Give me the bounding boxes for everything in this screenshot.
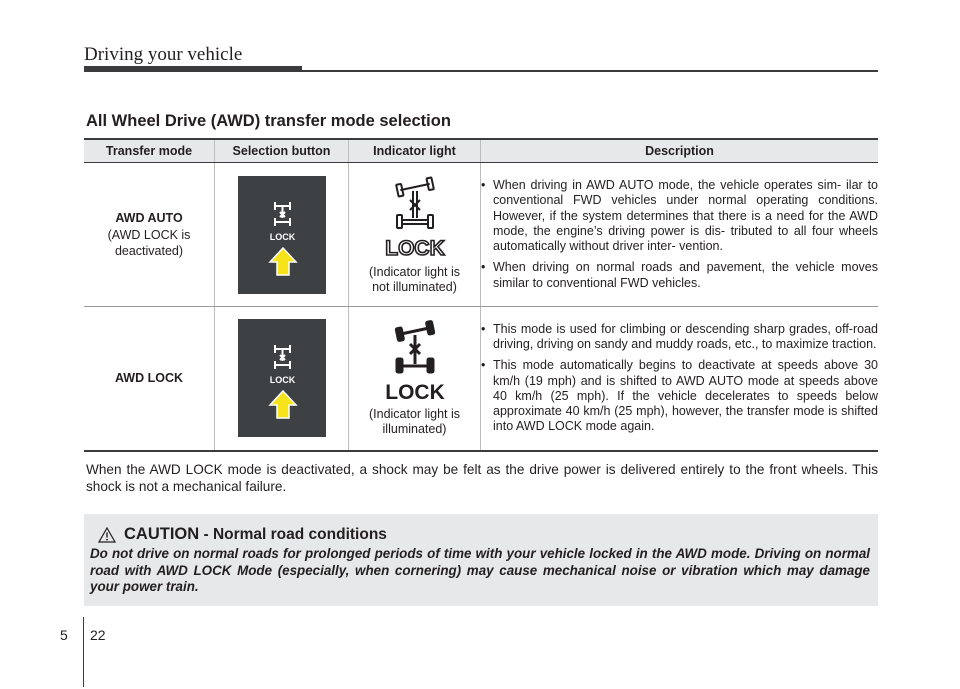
chapter-number: 5: [60, 627, 68, 643]
header-description: Description: [481, 139, 879, 163]
caution-box: [84, 514, 878, 606]
description-bullet: • This mode automatically begins to deactivate at speeds above 30 km/h (19 mph) and is shifted to AWD AUTO mode at speeds above 40 km/h (25 mph). If the vehicle decelerates to speeds below approximate 40 km/h (25 mph), however, the transfer mode is shifted into AWD LOCK mode again.: [481, 358, 878, 434]
header-rule: [84, 66, 302, 72]
mode-name: AWD AUTO: [115, 210, 183, 225]
awd-lock-indicator-off-icon: [380, 175, 450, 257]
description-list: [481, 178, 878, 291]
section-title: All Wheel Drive (AWD) transfer mode selection: [86, 112, 451, 130]
arrow-up-icon: [270, 248, 296, 275]
arrow-up-icon: [270, 391, 296, 418]
warning-triangle-icon: [98, 527, 116, 543]
caution-header: [98, 525, 387, 544]
mode-cell: [84, 307, 215, 451]
description-bullet: • This mode is used for climbing or descending sharp grades, off-road driving, driving on sandy and muddy roads, etc., to maximize traction.: [481, 322, 878, 353]
indicator-cell: [349, 163, 481, 307]
caution-label: CAUTION: [124, 525, 200, 543]
indicator-note: (Indicator light is not illuminated): [368, 264, 460, 294]
page-divider: [83, 617, 84, 687]
button-lock-label: LOCK: [269, 375, 295, 386]
awd-lock-button-graphic: [238, 176, 326, 294]
description-bullet: • When driving in AWD AUTO mode, the vehicle operates sim- ilar to conventional FWD vehicles under normal operating conditions. However, if the system determines that there is a need for the AWD mode, the engine’s driving power is dis- tributed to all four wheels automatically without driver inter- vention.: [481, 178, 878, 254]
body-paragraph: When the AWD LOCK mode is deactivated, a shock may be felt as the drive power is delivered entirely to the front wheels. This shock is not a mechanical failure.: [86, 462, 878, 494]
mode-subtext: (AWD LOCK is deactivated): [107, 227, 191, 258]
header-indicator-light: Indicator light: [349, 139, 481, 163]
awd-lock-button[interactable]: [238, 176, 326, 294]
awd-lock-button-graphic: [238, 319, 326, 437]
transfer-mode-table: [84, 138, 878, 452]
indicator-lock-label: LOCK: [384, 236, 445, 257]
description-cell: [481, 163, 879, 307]
description-bullet: • When driving on normal roads and pavement, the vehicle moves similar to conventional FWD vehicles.: [481, 260, 878, 291]
caution-subtitle: - Normal road conditions: [199, 526, 387, 543]
button-cell: [215, 163, 349, 307]
caution-title: [124, 525, 387, 544]
header-selection-button: Selection button: [215, 139, 349, 163]
indicator-cell: [349, 307, 481, 451]
awd-lock-indicator-on-icon: [380, 319, 450, 401]
indicator-lock-label: LOCK: [384, 381, 445, 402]
page-number: 22: [90, 627, 106, 643]
header-transfer-mode: Transfer mode: [84, 139, 215, 163]
header-title: Driving your vehicle: [84, 44, 243, 65]
caution-text: Do not drive on normal roads for prolonged periods of time with your vehicle locked in the AWD mode. Driving on normal road with AWD LOCK Mode (especially, when cornering) may cause mechanical noise or vibration which may damage your power train.: [90, 546, 870, 594]
header-rule-thin: [302, 70, 878, 72]
table-header-row: [84, 139, 878, 163]
button-lock-label: LOCK: [269, 231, 295, 242]
table-row: [84, 163, 878, 307]
button-cell: [215, 307, 349, 451]
mode-cell: [84, 163, 215, 307]
mode-name: AWD LOCK: [114, 371, 184, 386]
description-cell: [481, 307, 879, 451]
description-list: [481, 322, 878, 435]
table-row: [84, 307, 878, 451]
indicator-note: (Indicator light is illuminated): [368, 407, 460, 437]
awd-lock-button[interactable]: [238, 319, 326, 437]
